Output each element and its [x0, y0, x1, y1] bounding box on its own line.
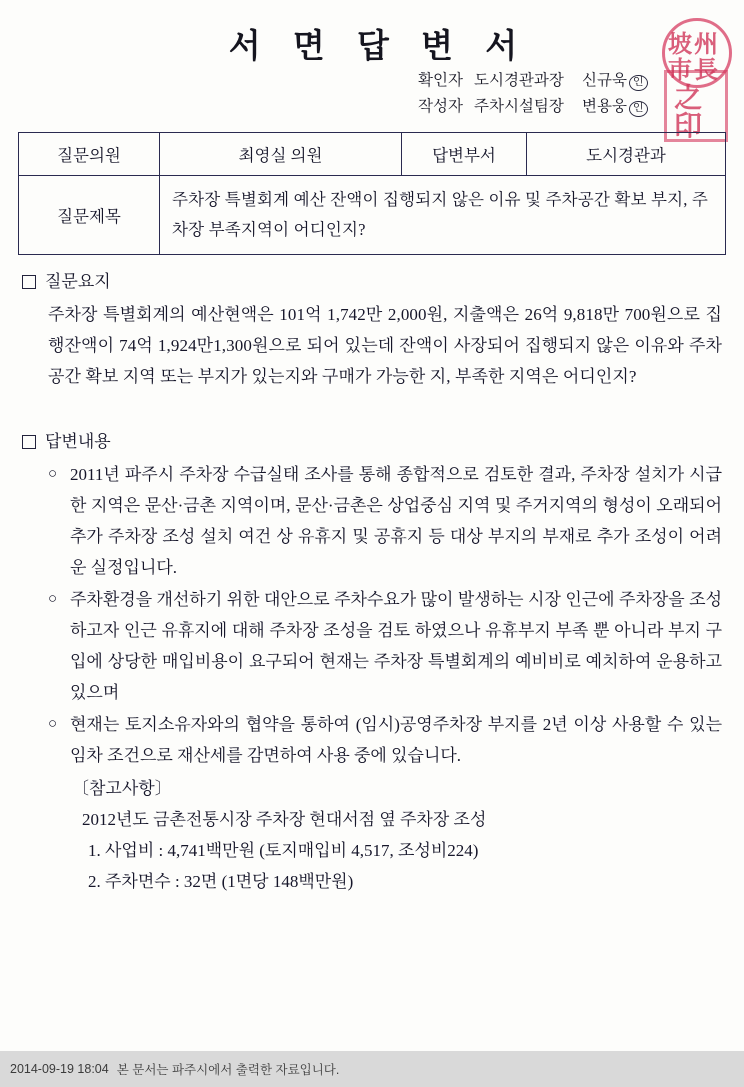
bullet-marker-icon: ○	[48, 716, 58, 732]
summary-paragraph: 주차장 특별회계의 예산현액은 101억 1,742만 2,000원, 지출액은 26억 9,818만 700원으로 집행잔액이 74억 1,924만1,300원으로 되어 있는데 잔액이 사장되어 집행되지 않은 이유와 주차공간 확보 지역 또는 부지가 있는지와 구매가 가능한 지, 부족한 지역은 어디인지?	[48, 305, 722, 386]
section-heading-summary	[22, 266, 722, 297]
document-body	[22, 262, 722, 897]
seal-glyph: 印	[674, 111, 703, 142]
table-row	[19, 133, 726, 176]
seal-glyph: 長	[694, 58, 718, 84]
footer-text: 본 문서는 파주시에서 출력한 자료입니다.	[116, 1063, 340, 1077]
footer-timestamp: 2014-09-19 18:04	[10, 1062, 109, 1076]
department-label: 답변부서	[402, 133, 527, 176]
section-heading-label: 답변내용	[45, 432, 111, 451]
section-heading-answer	[22, 426, 722, 457]
bullet-marker-icon: ○	[48, 466, 58, 482]
subject-value: 주차장 특별회계 예산 잔액이 집행되지 않은 이유 및 주차공간 확보 부지, 주차장 부족지역이 어디인지?	[160, 176, 726, 255]
section-spacer	[22, 392, 722, 422]
list-item-text: 2011년 파주시 주차장 수급실태 조사를 통해 종합적으로 검토한 결과, 주차장 설치가 시급한 지역은 문산·금촌 지역이며, 문산·금촌은 상업중심 지역 및 주거지역의 형성이 오래되어 추가 주차장 조성 설치 여건 상 유휴지 및 공휴지 등 대상 부지의 부재로 추가 조성이 어려운 실정입니다.	[70, 465, 722, 577]
seal-glyph: 州	[694, 32, 718, 58]
subject-label: 질문제목	[19, 176, 160, 255]
list-item	[22, 584, 722, 708]
signature-name: 변용웅	[582, 98, 627, 115]
seal-glyph: 之	[674, 83, 703, 114]
signature-name: 신규욱	[582, 72, 627, 89]
questioner-label: 질문의원	[19, 133, 160, 176]
reference-note-item: 2. 주차면수 : 32면 (1면당 148백만원)	[88, 872, 354, 891]
list-item-text: 현재는 토지소유자와의 협약을 통하여 (임시)공영주차장 부지를 2년 이상 사용할 수 있는 임차 조건으로 재산세를 감면하여 사용 중에 있습니다.	[70, 715, 722, 765]
questioner-value: 최영실 의원	[160, 133, 402, 176]
seal-mark: 인	[629, 101, 648, 117]
list-item	[22, 459, 722, 583]
signature-row-author	[418, 94, 648, 120]
signature-row-confirmer	[418, 68, 648, 94]
page-title: 서 면 답 변 서	[228, 29, 530, 65]
signature-block	[418, 68, 648, 120]
signature-role: 확인자	[418, 72, 463, 89]
reference-note	[70, 773, 722, 897]
checkbox-icon	[22, 435, 36, 449]
table-row	[19, 176, 726, 255]
section-heading-label: 질문요지	[45, 272, 111, 291]
bullet-marker-icon: ○	[48, 591, 58, 607]
signature-role: 작성자	[418, 98, 463, 115]
list-item	[22, 709, 722, 771]
reference-note-line: 2012년도 금촌전통시장 주차장 현대서점 옆 주차장 조성	[82, 810, 487, 829]
seal-glyph: 市	[668, 58, 692, 84]
signature-department: 주차시설팀장	[474, 98, 564, 115]
answer-bullet-list	[22, 459, 722, 771]
seal-glyph: 坡	[668, 32, 692, 58]
list-item-text: 주차환경을 개선하기 위한 대안으로 주차수요가 많이 발생하는 시장 인근에 주차장을 조성하고자 인근 유휴지에 대해 주차장 조성을 검토 하였으나 유휴부지 부족 뿐 아니라 부지 구입에 상당한 매입비용이 요구되어 현재는 주차장 특별회계의 예비비로 예치하여 운용하고 있으며	[70, 590, 722, 702]
seal-mark: 인	[629, 75, 648, 91]
reference-note-item: 1. 사업비 : 4,741백만원 (토지매입비 4,517, 조성비224)	[88, 841, 479, 860]
department-value: 도시경관과	[527, 133, 726, 176]
footer-bar	[0, 1051, 744, 1087]
signature-department: 도시경관과장	[474, 72, 564, 89]
checkbox-icon	[22, 275, 36, 289]
reference-note-title: 〔참고사항〕	[72, 779, 172, 798]
info-table	[18, 132, 726, 255]
